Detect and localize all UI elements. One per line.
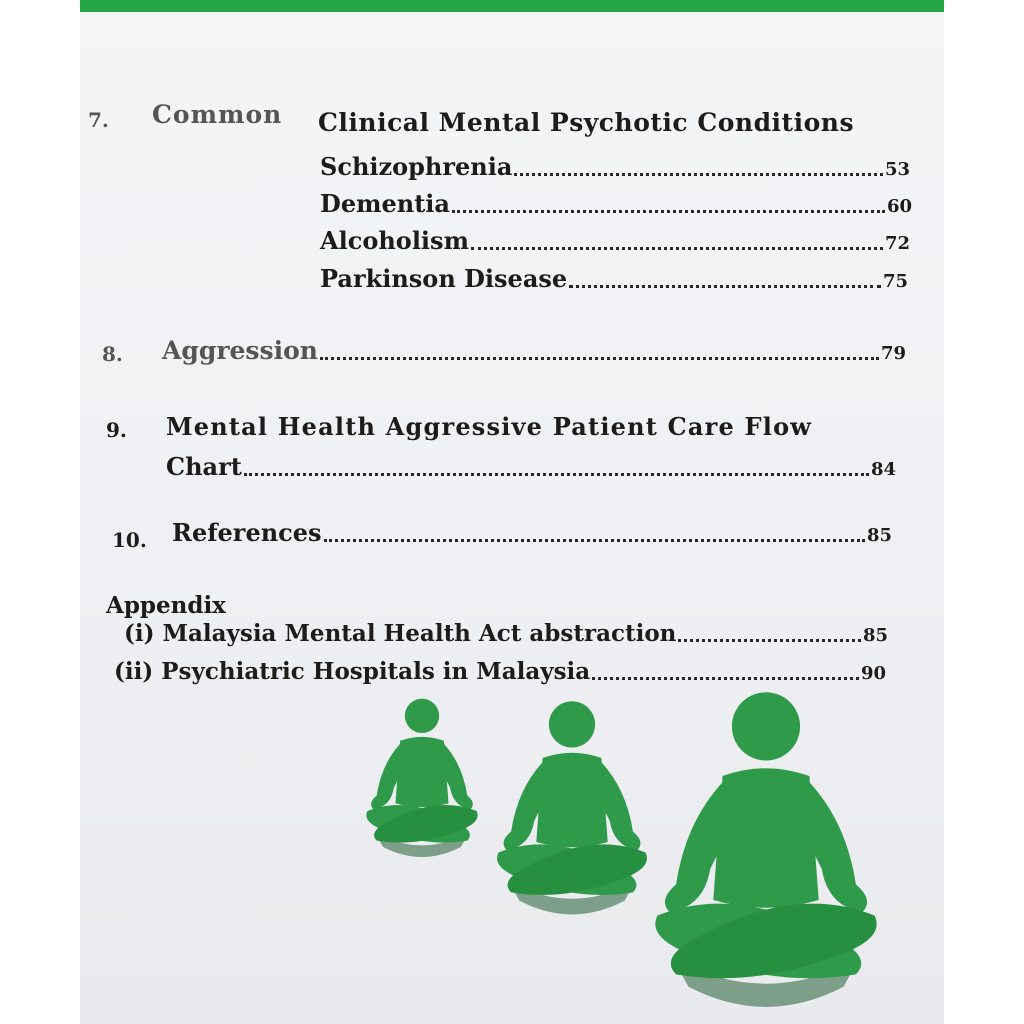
- toc-page-number: 85: [866, 525, 892, 546]
- toc-page-number: 60: [886, 196, 912, 217]
- toc-page-number: 85: [862, 625, 888, 646]
- toc-entry-label: Schizophrenia: [320, 152, 513, 181]
- section-7-number: 7.: [88, 108, 109, 132]
- section-9-number: 9.: [106, 418, 127, 442]
- toc-page-number: 75: [882, 271, 908, 292]
- toc-entry-label: Aggression: [162, 336, 318, 365]
- meditating-person-icon: [366, 699, 477, 857]
- toc-entry-label: (i) Malaysia Mental Health Act abstraction: [124, 620, 677, 647]
- meditating-person-icon: [497, 701, 647, 914]
- toc-entry-label: Chart: [166, 452, 242, 481]
- toc-page-number: 72: [884, 233, 910, 254]
- toc-page-number: 79: [880, 343, 906, 364]
- section-10-number: 10.: [112, 528, 147, 552]
- toc-entry-label: Alcoholism: [320, 226, 469, 255]
- toc-entry-label: References: [172, 518, 322, 547]
- toc-entry-label: (ii) Psychiatric Hospitals in Malaysia: [114, 658, 591, 685]
- section-8-number: 8.: [102, 342, 123, 366]
- toc-entry-label: Dementia: [320, 189, 450, 218]
- section-9-title-line1: Mental Health Aggressive Patient Care Flow: [166, 412, 813, 441]
- meditating-person-icon: [655, 692, 876, 1007]
- toc-page-number: 53: [884, 159, 910, 180]
- toc-entry-label: Parkinson Disease: [320, 264, 568, 293]
- toc-page-number: 84: [870, 459, 896, 480]
- section-7-title-part2: Clinical Mental Psychotic Conditions: [318, 108, 855, 137]
- toc-page-number: 90: [860, 663, 886, 684]
- section-7-title-part1: Common: [152, 100, 283, 129]
- appendix-heading: Appendix: [106, 592, 226, 619]
- book-page: [80, 0, 944, 1024]
- meditation-illustration: [80, 0, 944, 1024]
